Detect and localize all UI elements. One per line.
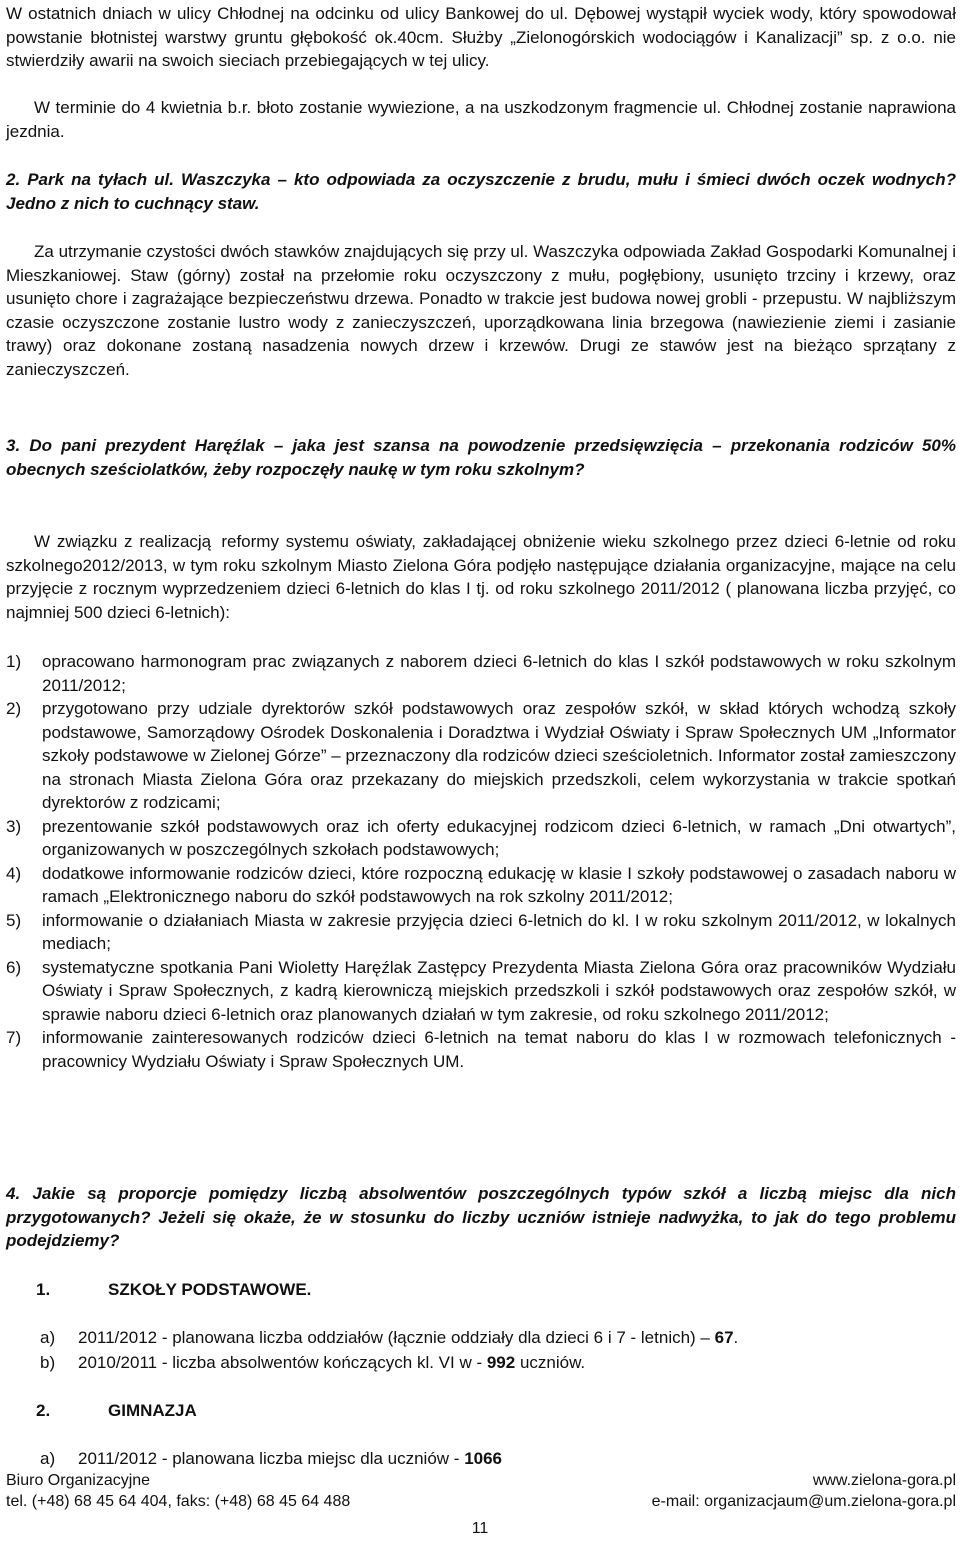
list-item-number: 7) bbox=[6, 1028, 22, 1047]
footer-line-2 bbox=[6, 1491, 956, 1512]
list-item-number: 3) bbox=[6, 816, 22, 836]
row-value: 992 bbox=[486, 1353, 516, 1372]
page-number: 11 bbox=[471, 1520, 489, 1537]
question-3-heading: 3. Do pani prezydent Haręźlak – jaka jest szansa na powodzenie przedsięwzięcia – przekonania rodziców 50% obecnych sześciolatków, żeby rozpoczęły naukę w tym roku szkolnym? bbox=[6, 436, 956, 479]
list-item-number: 1) bbox=[6, 652, 22, 671]
row-letter: a) bbox=[40, 1449, 56, 1468]
row-text: 2011/2012 - planowana liczba miejsc dla uczniów - bbox=[78, 1449, 465, 1468]
section-number: 2. bbox=[36, 1401, 51, 1420]
section-row bbox=[40, 1351, 950, 1375]
intro-paragraph-2: W terminie do 4 kwietnia b.r. błoto zostanie wywiezione, a na uszkodzonym fragmencie ul. Chłodnej zostanie naprawiona jezdnia. bbox=[6, 98, 956, 141]
section-row bbox=[40, 1447, 950, 1471]
row-value: 1066 bbox=[464, 1449, 503, 1468]
list-item bbox=[6, 815, 956, 862]
section-gymnasiums-title bbox=[6, 1399, 956, 1423]
list-item bbox=[6, 956, 956, 1027]
row-text: 2011/2012 - planowana liczba oddziałów (łącznie oddziały dla dzieci 6 i 7 - letnich) – bbox=[78, 1328, 715, 1347]
list-item-text: systematyczne spotkania Pani Wioletty Haręźlak Zastępcy Prezydenta Miasta Zielona Góra oraz pracowników Wydziału Oświaty i Spraw Społecznych, z kadrą kierowniczą miejskich przedszkoli i szkół podstawowych oraz zespołów szkół, w sprawie naboru dzieci 6-letnich oraz planowanych działań w tym zakresie, od roku szkolnego 2011/2012; bbox=[42, 957, 956, 1024]
question-3-intro-rest: reformy systemu oświaty, zakładającej obniżenie wieku szkolnego przez dzieci 6-letnie od roku szkolnego2012/2013, w tym roku szkolnym Miasto Zielona Góra podjęło następujące działania organizacyjne, mające na celu przyjęcie z rocznym wyprzedzeniem dzieci 6-letnich do klas I tj. od roku szkolnego 2011/2012 ( planowana liczba przyjęć, co najmniej 500 dzieci 6-letnich): bbox=[6, 532, 956, 622]
list-item-text: prezentowanie szkół podstawowych oraz ich oferty edukacyjnej rodzicom dzieci 6-letnich, w ramach „Dni otwartych”, organizowanych w poszczególnych szkołach podstawowych; bbox=[42, 816, 956, 859]
list-item bbox=[6, 862, 956, 909]
list-item bbox=[6, 697, 956, 815]
list-item bbox=[6, 650, 956, 697]
list-item-number: 2) bbox=[6, 699, 22, 718]
list-item-text: dodatkowe informowanie rodziców dzieci, które rozpoczną edukację w klasie I szkoły podstawowej o zasadach naboru w ramach „Elektronicznego naboru do szkół podstawowych na rok szkolny 2011/2012; bbox=[42, 863, 956, 906]
question-3-intro bbox=[6, 530, 956, 624]
footer-email-link[interactable]: e-mail: organizacjaum@um.zielona-gora.pl bbox=[651, 1493, 956, 1510]
intro-paragraph-1: W ostatnich dniach w ulicy Chłodnej na odcinku od ulicy Bankowej do ul. Dębowej wystąpił wyciek wody, który spowodował powstanie błotnistej warstwy gruntu głębokość ok.40cm. Służby „Zielonogórskich wodociągów i Kanalizacji” sp. z o.o. nie stwierdziły awarii na swoich sieciach przebiegających w tej ulicy. bbox=[6, 4, 956, 70]
row-letter: a) bbox=[40, 1328, 56, 1347]
footer-line-1 bbox=[6, 1470, 956, 1491]
question-3-intro-lead: W związku z realizacją bbox=[34, 532, 212, 551]
row-suffix: . bbox=[733, 1328, 739, 1347]
list-item-text: informowanie zainteresowanych rodziców dzieci 6-letnich na temat naboru do klas I w rozmowach telefonicznych -pracownicy Wydziału Oświaty i Spraw Społecznych UM. bbox=[42, 1028, 956, 1071]
row-value: 67 bbox=[714, 1328, 734, 1347]
list-item bbox=[6, 1026, 956, 1073]
row-letter: b) bbox=[40, 1353, 56, 1372]
section-number: 1. bbox=[36, 1280, 51, 1299]
list-item-number: 5) bbox=[6, 910, 22, 930]
question-2-answer: Za utrzymanie czystości dwóch stawków znajdujących się przy ul. Waszczyka odpowiada Zakład Gospodarki Komunalnej i Mieszkaniowej. Staw (górny) został na przełomie roku oczyszczony z mułu, pogłębiony, usunięto trzciny i krzewy, oraz usunięto chore i zagrażające bezpieczeństwu drzewa. Ponadto w trakcie jest budowa nowej grobli - przepustu. W najbliższym czasie oczyszczone zostanie lustro wody z zanieczyszczeń, uporządkowana linia brzegowa (nawiezienie ziemi i zasianie trawy) oraz dokonane zostaną nasadzenia nowych drzew i krzewów. Drugi ze stawów jest na bieżąco sprzątany z zanieczyszczeń. bbox=[6, 242, 956, 379]
section-primary-schools-title bbox=[6, 1278, 956, 1302]
list-item-number: 4) bbox=[6, 863, 22, 883]
footer-website-link[interactable]: www.zielona-gora.pl bbox=[812, 1472, 956, 1489]
row-suffix: uczniów. bbox=[515, 1353, 586, 1372]
section-row bbox=[40, 1326, 950, 1350]
list-item-number: 6) bbox=[6, 957, 22, 977]
footer-office: Biuro Organizacyjne bbox=[6, 1472, 151, 1489]
list-item bbox=[6, 909, 956, 956]
section-title: SZKOŁY PODSTAWOWE. bbox=[108, 1280, 312, 1299]
list-item-text: opracowano harmonogram prac związanych z naborem dzieci 6-letnich do klas I szkół podstawowych w roku szkolnym 2011/2012; bbox=[42, 652, 956, 695]
list-item-text: przygotowano przy udziale dyrektorów szkół podstawowych oraz zespołów szkół, w skład których wchodzą szkoły podstawowe, Samorządowy Ośrodek Doskonalenia i Doradztwa i Wydział Oświaty i Spraw Społecznych UM „Informator szkoły podstawowe w Zielonej Górze” – przeznaczony dla rodziców dzieci sześcioletnich. Informator został zamieszczony na stronach Miasta Zielona Góra oraz przekazany do miejskich przedszkoli, celem wykorzystania w trakcie spotkań dyrektorów z rodzicami; bbox=[42, 699, 956, 812]
row-text: 2010/2011 - liczba absolwentów kończących kl. VI w - bbox=[78, 1353, 487, 1372]
question-4-heading: 4. Jakie są proporcje pomiędzy liczbą absolwentów poszczególnych typów szkół a liczbą miejsc dla nich przygotowanych? Jeżeli się okaże, że w stosunku do liczby uczniów istnieje nadwyżka, to jak do tego problemu podejdziemy? bbox=[6, 1184, 956, 1250]
question-2-heading: 2. Park na tyłach ul. Waszczyka – kto odpowiada za oczyszczenie z brudu, mułu i śmieci dwóch oczek wodnych? Jedno z nich to cuchnący staw. bbox=[6, 170, 956, 213]
list-item-text: informowanie o działaniach Miasta w zakresie przyjęcia dzieci 6-letnich do kl. I w roku szkolnym 2011/2012, w lokalnych mediach; bbox=[42, 910, 956, 953]
actions-list bbox=[6, 650, 956, 1073]
section-title: GIMNAZJA bbox=[108, 1401, 197, 1420]
footer-phone-fax: tel. (+48) 68 45 64 404, faks: (+48) 68 45 64 488 bbox=[6, 1493, 351, 1510]
